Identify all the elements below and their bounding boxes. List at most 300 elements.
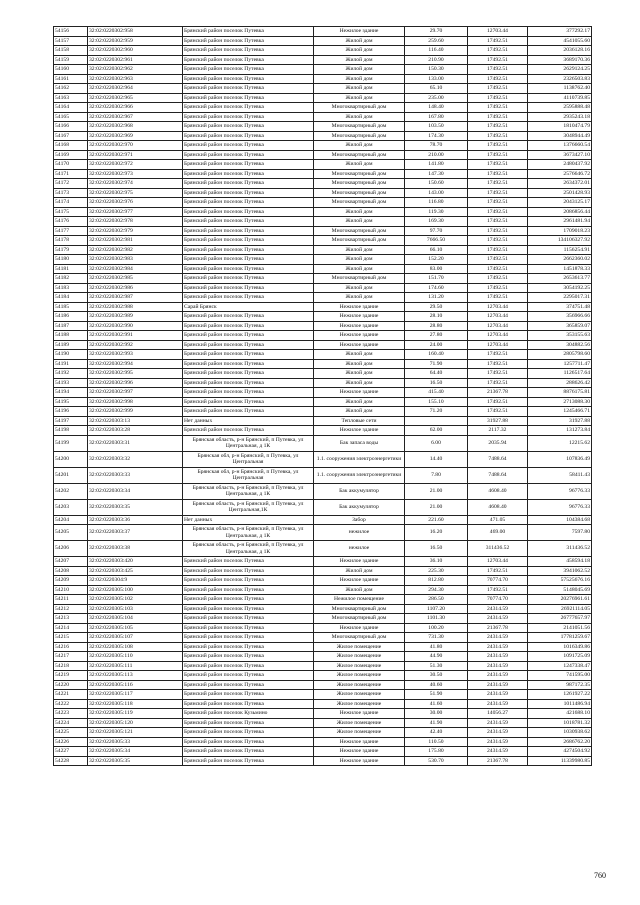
table-row — [54, 103, 592, 113]
cadastral-number: 32:02:0220303:36 — [88, 515, 183, 525]
row-number: 54168 — [54, 141, 88, 151]
object-area: 530.70 — [405, 756, 468, 766]
specific-value: 12703.44 — [468, 557, 528, 567]
object-type: Нежилое здание — [314, 312, 405, 322]
object-area: 78.70 — [405, 141, 468, 151]
object-area: 116.40 — [405, 46, 468, 56]
object-area: 259.60 — [405, 36, 468, 46]
object-type: Многоквартирный дом — [314, 188, 405, 198]
table-row — [54, 426, 592, 436]
object-type: Нежилое здание — [314, 557, 405, 567]
row-number: 54220 — [54, 680, 88, 690]
table-row — [54, 55, 592, 65]
object-area: 174.60 — [405, 283, 468, 293]
row-number: 54170 — [54, 160, 88, 170]
object-address: Брянский район поселок Путевка — [183, 74, 314, 84]
object-area: 29.50 — [405, 302, 468, 312]
object-address: Брянский район поселок Путевка — [183, 331, 314, 341]
object-address: Брянский район поселок Путевка — [183, 198, 314, 208]
table-row — [54, 340, 592, 350]
object-type: Жилой дом — [314, 65, 405, 75]
cadastral-value: 2935243.18 — [528, 112, 592, 122]
object-address: Брянская область, р-н Брянский, п Путевка, ул Центральная,1К — [183, 499, 314, 515]
specific-value: 24314.59 — [468, 633, 528, 643]
cadastral-number: 32:02:0220302:998 — [88, 397, 183, 407]
object-area: 27.80 — [405, 331, 468, 341]
row-number: 54177 — [54, 226, 88, 236]
object-type: Нежилое здание — [314, 623, 405, 633]
table-row — [54, 302, 592, 312]
specific-value: 17492.51 — [468, 93, 528, 103]
object-address: Брянский район поселок Путевка — [183, 388, 314, 398]
object-address: Брянский район поселок Путевка — [183, 36, 314, 46]
row-number: 54156 — [54, 27, 88, 37]
row-number: 54203 — [54, 499, 88, 515]
cadastral-number: 32:02:0220302:973 — [88, 169, 183, 179]
cadastral-number: 32:02:0220302:966 — [88, 103, 183, 113]
cadastral-value: 374751.48 — [528, 302, 592, 312]
cadastral-number: 32:02:0220302:982 — [88, 245, 183, 255]
row-number: 54214 — [54, 623, 88, 633]
object-area: 28.10 — [405, 312, 468, 322]
object-address: Брянский район поселок Путевка — [183, 131, 314, 141]
cadastral-value: 4110739.85 — [528, 93, 592, 103]
table-row — [54, 27, 592, 37]
cadastral-number: 32:02:0220303:37 — [88, 525, 183, 541]
cadastral-value: 311436.52 — [528, 541, 592, 557]
object-area: 16.50 — [405, 378, 468, 388]
object-area: 731.30 — [405, 633, 468, 643]
object-type: Жилой дом — [314, 46, 405, 56]
table-row — [54, 407, 592, 417]
object-type: 1.1. сооружения электроэнергетики — [314, 467, 405, 483]
cadastral-value: 421688.10 — [528, 709, 592, 719]
cadastral-number: 32:02:0220305:105 — [88, 623, 183, 633]
cadastral-value: 2805798.60 — [528, 350, 592, 360]
cadastral-number: 32:02:0220302:997 — [88, 388, 183, 398]
object-type: Жилой дом — [314, 255, 405, 265]
specific-value: 24314.59 — [468, 718, 528, 728]
table-row — [54, 623, 592, 633]
object-address: Брянский район поселок Путевка — [183, 340, 314, 350]
row-number: 54212 — [54, 604, 88, 614]
cadastral-number: 32:02:0220302:969 — [88, 131, 183, 141]
object-address: Брянская обл, р-н Брянский, п Путевка, ул Центральная — [183, 451, 314, 467]
table-row — [54, 699, 592, 709]
table-row — [54, 359, 592, 369]
object-address: Брянский район поселок Путевка — [183, 207, 314, 217]
object-type: Жилой дом — [314, 93, 405, 103]
object-type: Жилой дом — [314, 359, 405, 369]
object-address: Сарай Брянск — [183, 302, 314, 312]
object-type: Нежилое здание — [314, 388, 405, 398]
object-address: Брянская область, р-н Брянский, п Путевка, ул Центральная, д 1К — [183, 525, 314, 541]
object-type: Нежилое здание — [314, 426, 405, 436]
object-area: 36.10 — [405, 557, 468, 567]
row-number: 54178 — [54, 236, 88, 246]
row-number: 54181 — [54, 264, 88, 274]
row-number: 54207 — [54, 557, 88, 567]
specific-value: 24314.59 — [468, 614, 528, 624]
object-address: Брянский район поселок Путевка — [183, 217, 314, 227]
page-number: 760 — [594, 871, 606, 880]
object-address: Брянский район поселок Кузьмино — [183, 709, 314, 719]
object-area: 155.10 — [405, 397, 468, 407]
specific-value: 7488.64 — [468, 467, 528, 483]
cadastral-value: 1245466.71 — [528, 407, 592, 417]
specific-value: 12703.44 — [468, 331, 528, 341]
object-address: Брянский район поселок Путевка — [183, 747, 314, 757]
row-number: 54189 — [54, 340, 88, 350]
object-type: Жилое помещение — [314, 718, 405, 728]
row-number: 54184 — [54, 293, 88, 303]
object-area: 221.60 — [405, 515, 468, 525]
object-type: Жилой дом — [314, 378, 405, 388]
object-type: Многоквартирный дом — [314, 179, 405, 189]
object-address: Брянский район поселок Путевка — [183, 595, 314, 605]
cadastral-value: 2141051.56 — [528, 623, 592, 633]
table-row — [54, 179, 592, 189]
object-address: Брянский район поселок Путевка — [183, 585, 314, 595]
object-area: 30.00 — [405, 709, 468, 719]
table-row — [54, 150, 592, 160]
object-area: 64.40 — [405, 369, 468, 379]
object-type: Бак аккумулятор — [314, 499, 405, 515]
object-area: 41.60 — [405, 699, 468, 709]
specific-value: 17492.51 — [468, 350, 528, 360]
object-area: 71.20 — [405, 407, 468, 417]
object-area: 65.10 — [405, 84, 468, 94]
object-area: 44.90 — [405, 652, 468, 662]
cadastral-number: 32:02:0220303:31 — [88, 435, 183, 451]
row-number: 54174 — [54, 198, 88, 208]
cadastral-value: 1247338.47 — [528, 661, 592, 671]
specific-value: 311436.52 — [468, 541, 528, 557]
cadastral-number: 32:02:0220305:33 — [88, 737, 183, 747]
specific-value: 21367.78 — [468, 623, 528, 633]
object-type: Жилое помещение — [314, 728, 405, 738]
row-number: 54194 — [54, 388, 88, 398]
object-type: Многоквартирный дом — [314, 198, 405, 208]
object-area: 415.40 — [405, 388, 468, 398]
specific-value: 17492.51 — [468, 359, 528, 369]
specific-value: 70774.70 — [468, 595, 528, 605]
table-row — [54, 131, 592, 141]
table-row — [54, 141, 592, 151]
row-number: 54185 — [54, 302, 88, 312]
specific-value: 2117.32 — [468, 426, 528, 436]
object-area: 41.90 — [405, 718, 468, 728]
object-area: 131.20 — [405, 293, 468, 303]
table-row — [54, 245, 592, 255]
specific-value: 17492.51 — [468, 46, 528, 56]
specific-value: 12703.44 — [468, 302, 528, 312]
object-type: нежилое — [314, 541, 405, 557]
object-area: 150.60 — [405, 179, 468, 189]
specific-value: 21367.78 — [468, 756, 528, 766]
cadastral-value: 2653613.77 — [528, 274, 592, 284]
table-row — [54, 576, 592, 586]
table-row — [54, 451, 592, 467]
table-row — [54, 728, 592, 738]
table-row — [54, 652, 592, 662]
row-number: 54195 — [54, 397, 88, 407]
object-type: Жилое помещение — [314, 661, 405, 671]
cadastral-number: 32:02:0220305:121 — [88, 728, 183, 738]
cadastral-number: 32:02:0220302:979 — [88, 226, 183, 236]
cadastral-value: 58411.43 — [528, 467, 592, 483]
object-area: 148.40 — [405, 103, 468, 113]
table-row — [54, 604, 592, 614]
cadastral-value: 12215.62 — [528, 435, 592, 451]
specific-value: 24314.59 — [468, 728, 528, 738]
object-address: Брянский район поселок Путевка — [183, 160, 314, 170]
table-row — [54, 642, 592, 652]
table-row — [54, 483, 592, 499]
cadastral-number: 32:02:0220302:983 — [88, 255, 183, 265]
specific-value: 21367.78 — [468, 388, 528, 398]
object-type: Жилой дом — [314, 36, 405, 46]
table-row — [54, 255, 592, 265]
object-type: Жилое помещение — [314, 671, 405, 681]
cadastral-value: 107836.49 — [528, 451, 592, 467]
object-type: Жилой дом — [314, 283, 405, 293]
row-number: 54222 — [54, 699, 88, 709]
specific-value: 17492.51 — [468, 36, 528, 46]
cadastral-value: 2326503.83 — [528, 74, 592, 84]
object-area: 7.80 — [405, 467, 468, 483]
object-type: нежилое — [314, 525, 405, 541]
row-number: 54199 — [54, 435, 88, 451]
row-number: 54211 — [54, 595, 88, 605]
object-type: Жилой дом — [314, 245, 405, 255]
cadastral-value: 458594.18 — [528, 557, 592, 567]
cadastral-number: 32:02:0220305:111 — [88, 661, 183, 671]
cadastral-number: 32:02:0220303:13 — [88, 416, 183, 426]
object-type: Жилое помещение — [314, 642, 405, 652]
object-address: Брянский район поселок Путевка — [183, 350, 314, 360]
object-area: 151.70 — [405, 274, 468, 284]
cadastral-number: 32:02:0220303:34 — [88, 483, 183, 499]
cadastral-number: 32:02:0220305:120 — [88, 718, 183, 728]
cadastral-value: 2576646.72 — [528, 169, 592, 179]
specific-value: 17492.51 — [468, 255, 528, 265]
table-body — [54, 27, 592, 766]
specific-value: 17492.51 — [468, 236, 528, 246]
object-address: Брянский район поселок Путевка — [183, 661, 314, 671]
row-number: 54180 — [54, 255, 88, 265]
object-address: Брянский район поселок Путевка — [183, 633, 314, 643]
object-area: 7666.50 — [405, 236, 468, 246]
object-address: Брянский район поселок Путевка — [183, 690, 314, 700]
row-number: 54227 — [54, 747, 88, 757]
object-type: Многоквартирный дом — [314, 169, 405, 179]
row-number: 54218 — [54, 661, 88, 671]
cadastral-number: 32:02:0220302:968 — [88, 122, 183, 132]
table-row — [54, 350, 592, 360]
object-type: Жилой дом — [314, 217, 405, 227]
object-type: Жилой дом — [314, 74, 405, 84]
row-number: 54209 — [54, 576, 88, 586]
object-area: 174.30 — [405, 131, 468, 141]
object-address: Брянский район поселок Путевка — [183, 407, 314, 417]
object-type: Жилое помещение — [314, 680, 405, 690]
row-number: 54164 — [54, 103, 88, 113]
specific-value: 17492.51 — [468, 369, 528, 379]
table-row — [54, 207, 592, 217]
row-number: 54215 — [54, 633, 88, 643]
object-type: Жилой дом — [314, 160, 405, 170]
table-row — [54, 541, 592, 557]
object-address: Брянский район поселок Путевка — [183, 84, 314, 94]
specific-value: 12703.44 — [468, 321, 528, 331]
object-address: Брянский район поселок Путевка — [183, 293, 314, 303]
object-address: Брянский район поселок Путевка — [183, 623, 314, 633]
specific-value: 24314.59 — [468, 604, 528, 614]
table-row — [54, 671, 592, 681]
cadastral-value: 1156254.91 — [528, 245, 592, 255]
object-address: Брянский район поселок Путевка — [183, 274, 314, 284]
object-address: Брянский район поселок Путевка — [183, 652, 314, 662]
object-type: Нежилое здание — [314, 302, 405, 312]
object-area: 210.90 — [405, 55, 468, 65]
specific-value: 17492.51 — [468, 397, 528, 407]
cadastral-value: 2961481.94 — [528, 217, 592, 227]
object-address: Брянский район поселок Путевка — [183, 255, 314, 265]
cadastral-value: 104384.68 — [528, 515, 592, 525]
cadastral-value: 1126517.64 — [528, 369, 592, 379]
cadastral-number: 32:02:0220305:117 — [88, 690, 183, 700]
cadastral-number: 32:02:0220303:28 — [88, 426, 183, 436]
cadastral-value: 4541055.60 — [528, 36, 592, 46]
cadastral-value: 377292.17 — [528, 27, 592, 37]
object-type: 1.1. сооружения электроэнергетики — [314, 451, 405, 467]
specific-value: 24314.59 — [468, 661, 528, 671]
specific-value: 24314.59 — [468, 642, 528, 652]
cadastral-value: 1451878.33 — [528, 264, 592, 274]
table-row — [54, 633, 592, 643]
specific-value: 17492.51 — [468, 74, 528, 84]
object-area: 235.00 — [405, 93, 468, 103]
object-area: 28.80 — [405, 321, 468, 331]
object-address: Брянский район поселок Путевка — [183, 397, 314, 407]
row-number: 54176 — [54, 217, 88, 227]
specific-value: 471.05 — [468, 515, 528, 525]
cadastral-number: 32:02:0220302:960 — [88, 46, 183, 56]
object-address: Брянский район поселок Путевка — [183, 46, 314, 56]
object-address: Нет данных — [183, 515, 314, 525]
cadastral-value: 1709018.23 — [528, 226, 592, 236]
object-type: Нежилое здание — [314, 340, 405, 350]
specific-value: 17492.51 — [468, 407, 528, 417]
specific-value: 31927.88 — [468, 416, 528, 426]
object-area: 133.00 — [405, 74, 468, 84]
object-area: 21.00 — [405, 483, 468, 499]
object-area: 294.30 — [405, 585, 468, 595]
table-row — [54, 264, 592, 274]
table-row — [54, 283, 592, 293]
object-address: Брянский район поселок Путевка — [183, 103, 314, 113]
cadastral-value: 741595.00 — [528, 671, 592, 681]
row-number: 54188 — [54, 331, 88, 341]
cadastral-value: 2713088.30 — [528, 397, 592, 407]
table-row — [54, 435, 592, 451]
cadastral-value: 3689170.36 — [528, 55, 592, 65]
table-row — [54, 595, 592, 605]
object-address: Брянский район поселок Путевка — [183, 112, 314, 122]
cadastral-number: 32:02:0220305:116 — [88, 680, 183, 690]
row-number: 54205 — [54, 525, 88, 541]
cadastral-value: 2662360.02 — [528, 255, 592, 265]
row-number: 54182 — [54, 274, 88, 284]
object-address: Брянский район поселок Путевка — [183, 642, 314, 652]
specific-value: 4608.40 — [468, 499, 528, 515]
object-area: 6.00 — [405, 435, 468, 451]
cadastral-number: 32:02:0220305:108 — [88, 642, 183, 652]
object-area: 150.30 — [405, 65, 468, 75]
cadastral-number: 32:02:0220302:976 — [88, 198, 183, 208]
cadastral-number: 32:02:0220302:978 — [88, 217, 183, 227]
object-address: Брянский район поселок Путевка — [183, 27, 314, 37]
object-type: Жилой дом — [314, 566, 405, 576]
table-row — [54, 709, 592, 719]
row-number: 54193 — [54, 378, 88, 388]
object-type: Жилой дом — [314, 84, 405, 94]
cadastral-value: 2686762.20 — [528, 737, 592, 747]
cadastral-value: 987172.35 — [528, 680, 592, 690]
cadastral-value: 1138762.40 — [528, 84, 592, 94]
specific-value: 17492.51 — [468, 198, 528, 208]
object-address: Брянский район поселок Путевка — [183, 614, 314, 624]
table-row — [54, 226, 592, 236]
row-number: 54224 — [54, 718, 88, 728]
object-address: Брянский район поселок Путевка — [183, 728, 314, 738]
row-number: 54158 — [54, 46, 88, 56]
cadastral-value: 4274504.92 — [528, 747, 592, 757]
specific-value: 12703.44 — [468, 27, 528, 37]
specific-value: 17492.51 — [468, 150, 528, 160]
table-row — [54, 36, 592, 46]
specific-value: 17492.51 — [468, 188, 528, 198]
table-row — [54, 122, 592, 132]
object-address: Брянский район поселок Путевка — [183, 557, 314, 567]
row-number: 54228 — [54, 756, 88, 766]
object-address: Брянский район поселок Путевка — [183, 359, 314, 369]
object-address: Брянский район поселок Путевка — [183, 699, 314, 709]
table-row — [54, 397, 592, 407]
specific-value: 17492.51 — [468, 293, 528, 303]
cadastral-number: 32:02:0220305:113 — [88, 671, 183, 681]
object-type: Жилой дом — [314, 293, 405, 303]
table-row — [54, 74, 592, 84]
specific-value: 17492.51 — [468, 264, 528, 274]
table-row — [54, 112, 592, 122]
row-number: 54161 — [54, 74, 88, 84]
object-type: Нежилое здание — [314, 321, 405, 331]
object-type: Жилой дом — [314, 55, 405, 65]
cadastral-number: 32:02:0220302:959 — [88, 36, 183, 46]
object-area: 812.80 — [405, 576, 468, 586]
object-type: Нежилое здание — [314, 331, 405, 341]
table-row — [54, 525, 592, 541]
cadastral-value: 1257711.47 — [528, 359, 592, 369]
specific-value: 24314.59 — [468, 671, 528, 681]
object-area: 167.80 — [405, 112, 468, 122]
specific-value: 7488.64 — [468, 451, 528, 467]
cadastral-value: 26777657.97 — [528, 614, 592, 624]
cadastral-value: 8876175.81 — [528, 388, 592, 398]
cadastral-value: 2086856.44 — [528, 207, 592, 217]
